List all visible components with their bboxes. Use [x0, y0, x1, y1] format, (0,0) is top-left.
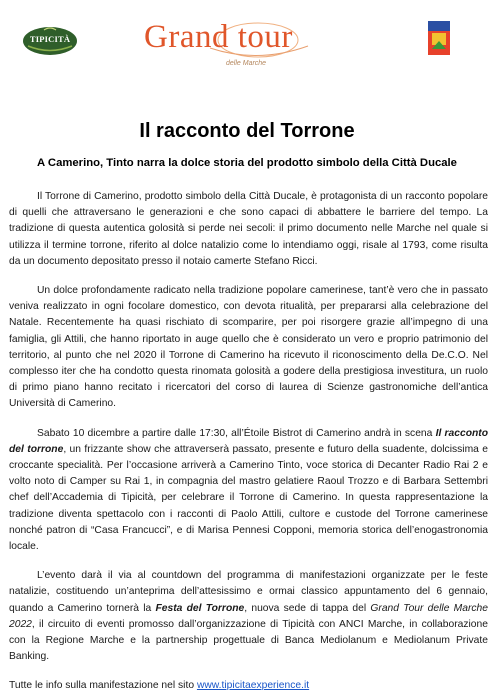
paragraph-1: Il Torrone di Camerino, prodotto simbolo della Città Ducale, è protagonista di un racconto popolare di quelli che attraversano le generazioni e che sono capaci di abbattere le barriere del tempo. La tradizione di questa autentica golosità si perde nei secoli: il primo documento nelle Marche nel quale si utilizza il termine torrone, riferito al dolce natalizio come lo intendiamo oggi, risale al 1793, come risulta da un documento depositato presso il notaio camerte Stefano Ricci. [9, 191, 488, 267]
tipicita-website-link[interactable]: www.tipicitaexperience.it [196, 680, 310, 692]
paragraph-4-text-a: L’evento darà il via al countdown del programma di manifestazioni organizzate per le feste natalizie, costituendo un’anteprima dell’attesissimo e ormai classico appuntamento del 6 gennaio, quando a Camerino tornerà la [9, 570, 488, 614]
paragraph-3 [9, 426, 488, 556]
paragraph-4 [9, 568, 488, 665]
info-footer-text: Tutte le info sulla manifestazione nel sito [9, 680, 197, 692]
paragraph-3-text-b: , un frizzante show che attraverserà passato, presente e futuro della suadente, dolcissima e croccante specialità. Per l’occasione arriverà a Camerino Tinto, voce storica di Decanter Radio Rai 2 e volto noto di Camper su Rai 1, in compagnia del mastro gelatiere Raoul Trozzo e di Barbara Settembri chef dell’Accademia di Tipicità, per celebrare il Torrone di Camerino. In questa rappresentazione la tradizione diventa spettacolo con i racconti di Paolo Attili, cultore e custode del Torrone camerinese nonché patron di “Casa Francucci”, e di Marisa Pennesi Copponi, memoria storica dell’enogastronomia locale. [9, 443, 488, 553]
tipicita-logo [22, 24, 78, 58]
paragraph-4-text-c: , il circuito di eventi promosso dall’organizzazione di Tipicità con ANCI Marche, in collaborazione con la Regione Marche e la partnership progettuale di Banca Mediolanum e Mediolanum Private Banking. [9, 618, 488, 663]
grand-tour-logo [140, 16, 360, 74]
marche-emblem-icon [426, 19, 454, 59]
tipicita-logo-text: TIPICITÀ [29, 34, 71, 44]
grand-tour-logo-title: Grand tour [144, 19, 293, 55]
article-body [9, 189, 488, 695]
grand-tour-logo-subtitle: delle Marche [226, 60, 267, 67]
info-footer [9, 678, 488, 694]
grand-tour-emphasis: Grand Tour delle Marche 2022 [9, 602, 488, 630]
paragraph-2: Un dolce profondamente radicato nella tradizione popolare camerinese, tant’è vero che in passato veniva realizzato in ogni focolare domestico, con devota ritualità, per prepararsi alla celebrazione del Natale. Recentemente ha quasi rischiato di scomparire, per poi risorgere grazie all’impegno di una famiglia, gli Attili, che hanno riportato in auge quello che è considerato un vero e proprio patrimonio del territorio, al punto che nel 2020 il Torrone di Camerino ha ricevuto il riconoscimento della De.C.O. Nel complesso iter che ha condotto questa rinomata golosità a godere della prestigiosa investitura, un ruolo di primo piano hanno recitato i ricercatori del corso di laurea di Scienze gastronomiche dell’antica Università di Camerino. [9, 285, 488, 410]
marche-region-logo [426, 19, 454, 59]
event-name-emphasis: Il racconto del torrone [9, 427, 488, 455]
festa-del-torrone-emphasis: Festa del Torrone [155, 602, 245, 614]
paragraph-4-text-b: , nuova sede di tappa del [244, 602, 371, 614]
page-subtitle: A Camerino, Tinto narra la dolce storia del prodotto simbolo della Città Ducale [37, 157, 457, 169]
paragraph-3-text-a: Sabato 10 dicembre a partire dalle 17:30, all’Étoile Bistrot di Camerino andrà in scena [37, 427, 436, 439]
page-title: Il racconto del Torrone [139, 120, 355, 142]
